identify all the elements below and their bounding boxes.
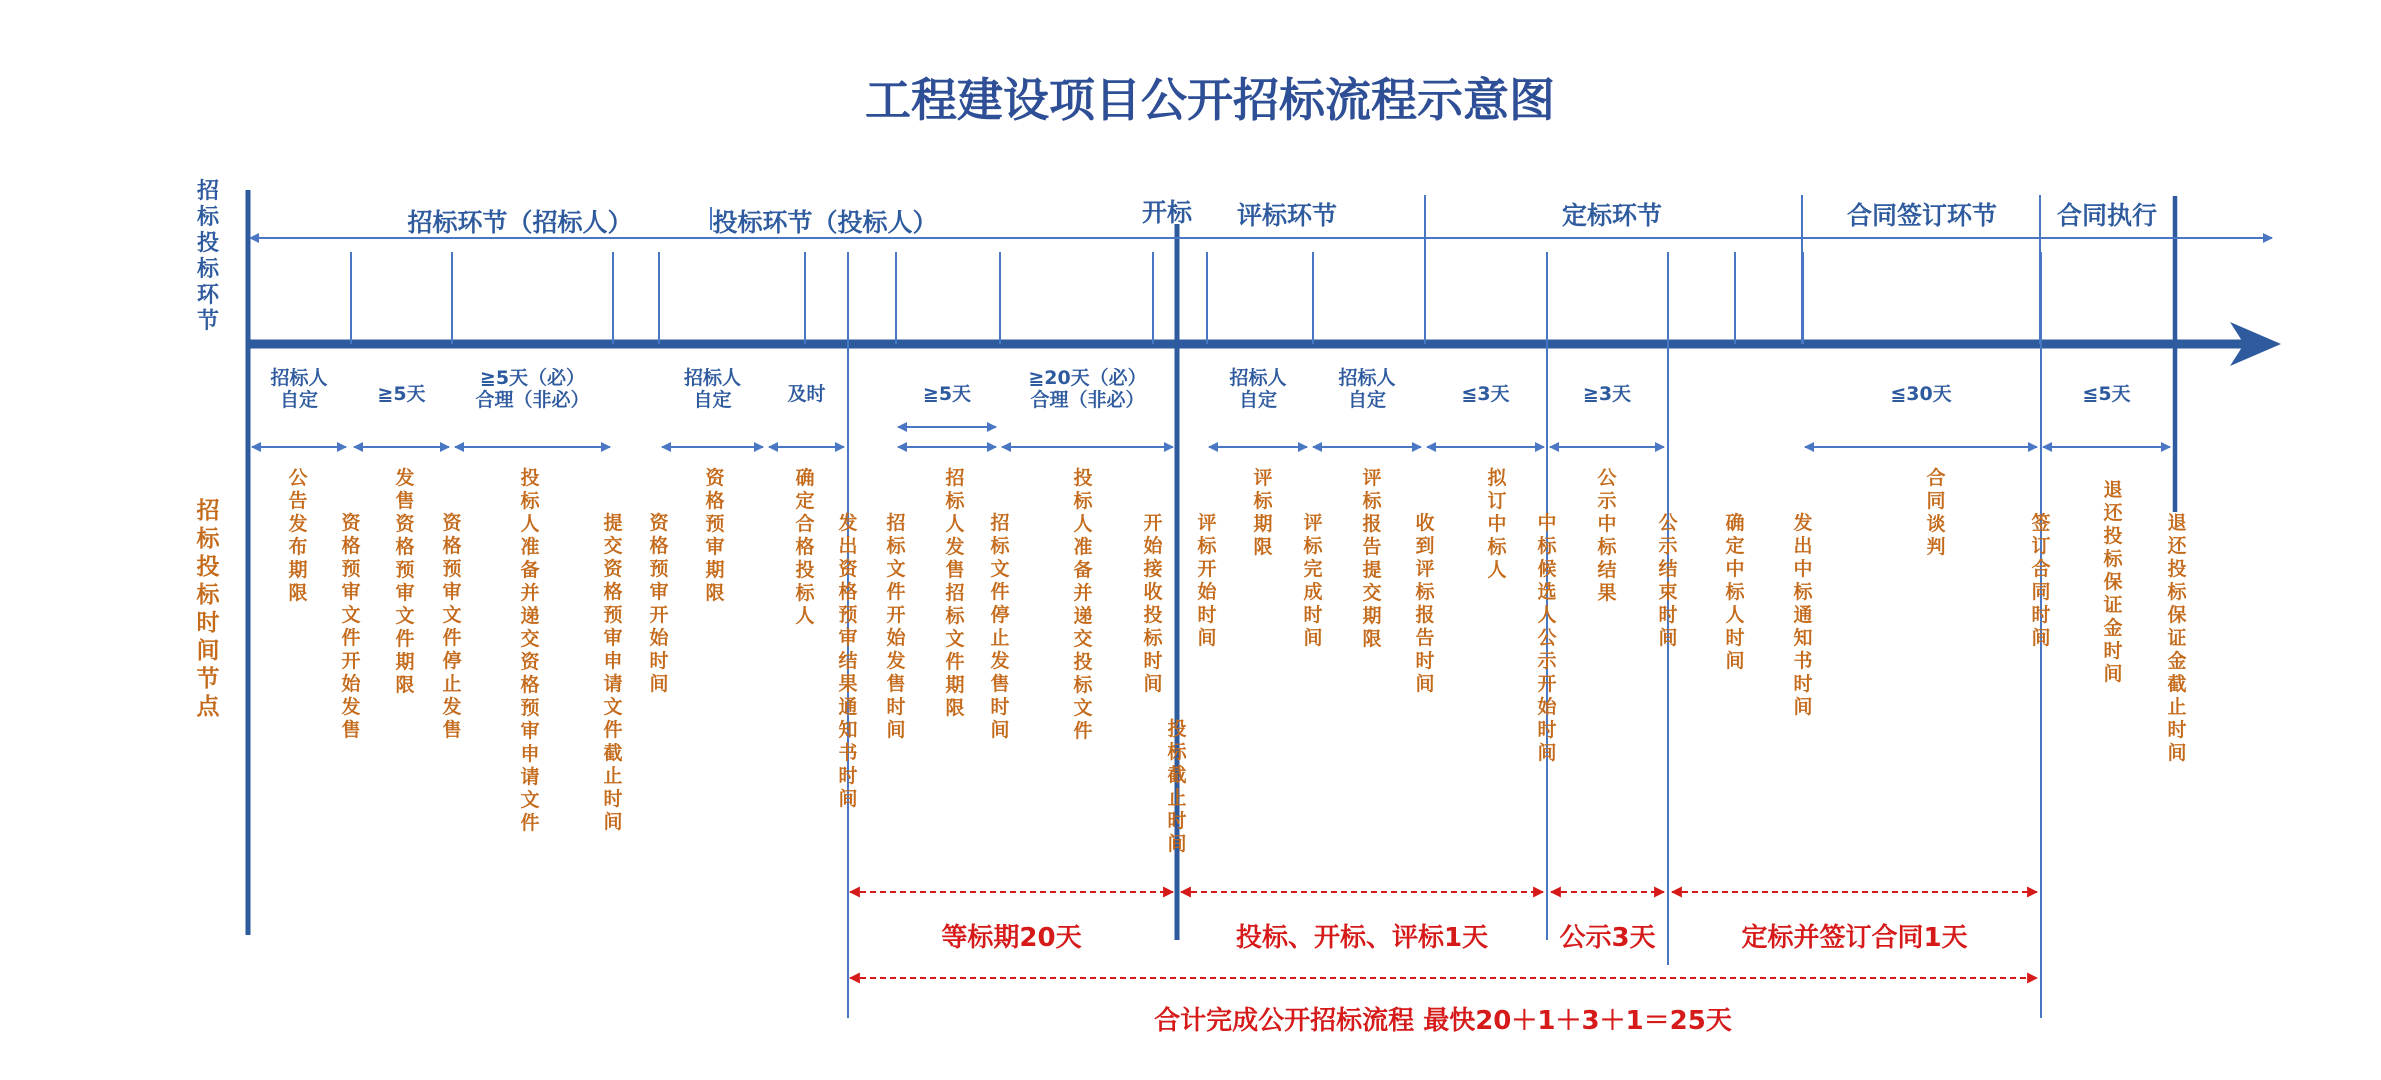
duration-label: 自定 bbox=[1347, 389, 1387, 411]
duration-label: ≧20天（必） bbox=[1028, 367, 1147, 389]
summary-label: 投标、开标、评标1天 bbox=[1235, 923, 1489, 953]
node-label: 资格预审期限 bbox=[705, 467, 725, 604]
node-label: 评标完成时间 bbox=[1303, 512, 1323, 649]
duration-label: ≧5天（必） bbox=[479, 367, 586, 389]
node-label: 资格预审文件开始发售 bbox=[341, 512, 361, 741]
node-label: 发出资格预审结果通知书时间 bbox=[838, 512, 858, 810]
phase-label-evaluation: 评标环节 bbox=[1236, 201, 1338, 230]
node-label: 签订合同时间 bbox=[2031, 512, 2051, 649]
node-label: 发售资格预审文件期限 bbox=[395, 467, 415, 696]
phases bbox=[407, 198, 2157, 237]
node-label: 退还投标保证金时间 bbox=[2103, 479, 2123, 685]
summary-label: 等标期20天 bbox=[941, 923, 1082, 953]
phase-label-tender: 招标环节（招标人） bbox=[407, 208, 633, 237]
node-label: 公告发布期限 bbox=[288, 467, 308, 604]
summary-label: 公示3天 bbox=[1559, 923, 1656, 953]
node-label: 投标截止时间 bbox=[1167, 718, 1187, 855]
duration-label: 合理（非必） bbox=[475, 389, 590, 411]
phase-label-execution: 合同执行 bbox=[2056, 201, 2158, 230]
duration-label: 自定 bbox=[279, 389, 319, 411]
duration-label: 自定 bbox=[1238, 389, 1278, 411]
node-label: 招标文件停止发售时间 bbox=[990, 512, 1010, 741]
node-label: 退还投标保证金截止时间 bbox=[2167, 512, 2187, 764]
node-label: 评标期限 bbox=[1253, 467, 1273, 558]
node-label: 公示中标结果 bbox=[1597, 467, 1617, 604]
node-label: 评标开始时间 bbox=[1197, 512, 1217, 649]
node-label: 投标人准备并递交投标文件 bbox=[1073, 467, 1093, 742]
duration-label: ≧5天 bbox=[922, 383, 972, 405]
side-label-timepoints: 招标投标时间节点 bbox=[196, 498, 220, 720]
duration-label: ≧5天 bbox=[377, 383, 426, 405]
duration-label: ≧3天 bbox=[1582, 383, 1632, 405]
node-label: 开始接收投标时间 bbox=[1143, 512, 1163, 695]
duration-label: 招标人 bbox=[270, 367, 328, 389]
node-label: 中标候选人公示开始时间 bbox=[1537, 512, 1557, 764]
node-label: 合同谈判 bbox=[1926, 467, 1946, 558]
node-label: 资格预审开始时间 bbox=[649, 512, 669, 695]
node-label: 收到评标报告时间 bbox=[1415, 512, 1435, 695]
node-label: 招标文件开始发售时间 bbox=[886, 512, 906, 741]
phase-label-contract: 合同签订环节 bbox=[1846, 201, 1998, 230]
duration-label: 招标人 bbox=[1229, 367, 1287, 389]
duration-label: ≦5天 bbox=[2082, 383, 2131, 405]
duration-label: 合理（非必） bbox=[1030, 389, 1145, 411]
duration-label: 及时 bbox=[787, 383, 826, 405]
node-label: 投标人准备并递交资格预审申请文件 bbox=[520, 467, 540, 834]
side-labels bbox=[196, 178, 221, 720]
node-label: 拟订中标人 bbox=[1487, 467, 1507, 581]
duration-label: ≦3天 bbox=[1461, 383, 1510, 405]
side-label-stages: 招标投标环节 bbox=[196, 179, 220, 334]
node-label: 资格预审文件停止发售 bbox=[442, 512, 462, 741]
node-label: 评标报告提交期限 bbox=[1362, 467, 1382, 650]
summary-label: 定标并签订合同1天 bbox=[1741, 923, 1968, 953]
duration-label: 招标人 bbox=[683, 367, 742, 389]
node-label: 确定中标人时间 bbox=[1725, 512, 1745, 672]
duration-label: ≦30天 bbox=[1890, 383, 1952, 405]
node-label: 公示结束时间 bbox=[1658, 512, 1678, 649]
structure bbox=[248, 190, 2281, 940]
page-title: 工程建设项目公开招标流程示意图 bbox=[865, 73, 1555, 127]
phase-label-opening: 开标 bbox=[1141, 198, 1193, 227]
summary bbox=[850, 892, 2037, 1036]
node-label: 招标人发售招标文件期限 bbox=[945, 467, 965, 719]
durations bbox=[252, 366, 2170, 447]
duration-label: 招标人 bbox=[1338, 367, 1396, 389]
phase-label-bid: 投标环节（投标人） bbox=[712, 208, 938, 237]
time-nodes bbox=[288, 466, 2187, 855]
node-label: 发出中标通知书时间 bbox=[1793, 512, 1813, 718]
phase-label-award: 定标环节 bbox=[1561, 201, 1663, 230]
duration-label: 自定 bbox=[693, 389, 732, 411]
node-label: 确定合格投标人 bbox=[795, 467, 815, 627]
node-label: 提交资格预审申请文件截止时间 bbox=[603, 512, 623, 833]
total-label: 合计完成公开招标流程 最快20＋1＋3＋1＝25天 bbox=[1154, 1006, 1732, 1036]
